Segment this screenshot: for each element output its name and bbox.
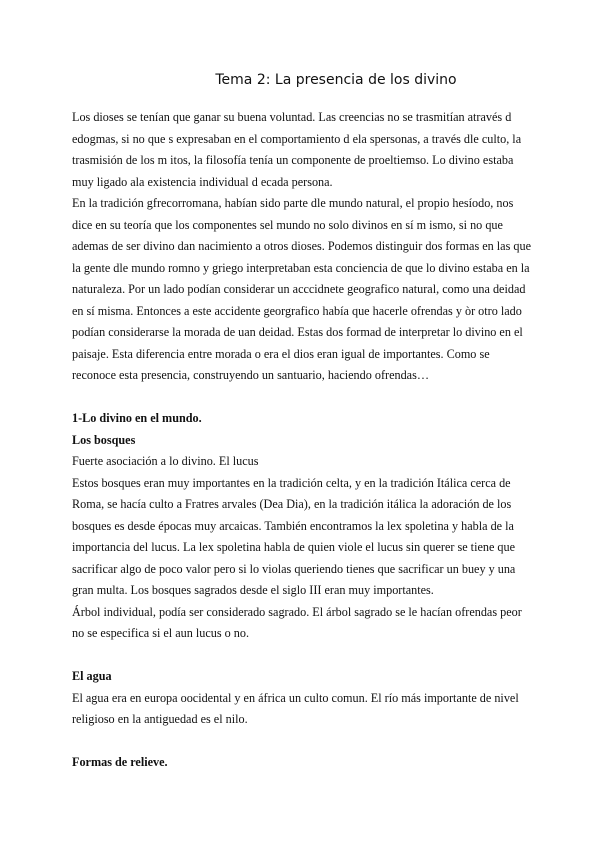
- bosques-paragraph-3: Árbol individual, podía ser considerado sagrado. El árbol sagrado se le hacían ofrendas peor no se especifica si el aun lucus o no.: [72, 604, 522, 640]
- intro-paragraph-1: Los dioses se tenían que ganar su buena voluntad. Las creencias no se trasmitían através d edogmas, si no que s expresaban en el comportamiento d ela spersonas, a través dle culto, la trasmisión de los m itos, la filosofía tenía un componente de proeltiemso. Lo divino estaba muy ligado ala existencia individual d ecada persona.: [72, 110, 522, 189]
- section-heading-divino: 1-Lo divino en el mundo.: [72, 411, 202, 425]
- spacer: [72, 731, 534, 753]
- bosques-paragraph-1: Fuerte asociación a lo divino. El lucus: [72, 454, 259, 468]
- page-title: Tema 2: La presencia de los divino: [215, 72, 457, 88]
- bosques-paragraph-2: Estos bosques eran muy importantes en la tradición celta, y en la tradición Itálica cerca de Roma, se hacía culto a Fratres arvales (Dea Dia), en la tradición itálica la adoración de los bosques es desde épocas muy arcaicas. También encontramos la lex spoletina y habla de la importancia del lucus. La lex spoletina habla de quien viole el lucus sin querer se tiene que sacrificar algo de poco valor pero si lo violas queriendo tienes que sacrificar un buey y una gran multa. Los bosques sagrados desde el siglo III eran muy importantes.: [72, 475, 516, 597]
- subheading-bosques: Los bosques: [72, 432, 136, 447]
- agua-paragraph: El agua era en europa oocidental y en áfrica un culto comun. El río más importante de nivel religioso en la antiguedad es el nilo.: [72, 690, 519, 726]
- document-body: [72, 107, 534, 774]
- spacer: [72, 645, 534, 667]
- subheading-relieve: Formas de relieve.: [72, 755, 168, 769]
- spacer: [72, 387, 534, 409]
- subheading-agua: El agua: [72, 669, 112, 683]
- intro-paragraph-2: En la tradición gfrecorromana, habían sido parte dle mundo natural, el propio hesíodo, nos dice en su teoría que los componentes sel mundo no solo divinos en sí m ismo, si no que ademas de ser divino dan nacimiento a otros dioses. Podemos distinguir dos formas en las que la gente dle mundo romno y griego interpretaban esta conciencia de que lo divino estaba en la naturaleza. Por un lado podían considerar un acccidnete geografico natural, como una deidad en sí misma. Entonces a este accidente georgrafico había que hacerle ofrendas y òr otro lado podían considerarse la morada de uan deidad. Estas dos formad de interpretar lo divino en el paisaje. Esta diferencia entre morada o era el dios eran igual de importantes. Como se reconoce esta presencia, construyendo un santuario, haciendo ofrendas…: [72, 196, 531, 382]
